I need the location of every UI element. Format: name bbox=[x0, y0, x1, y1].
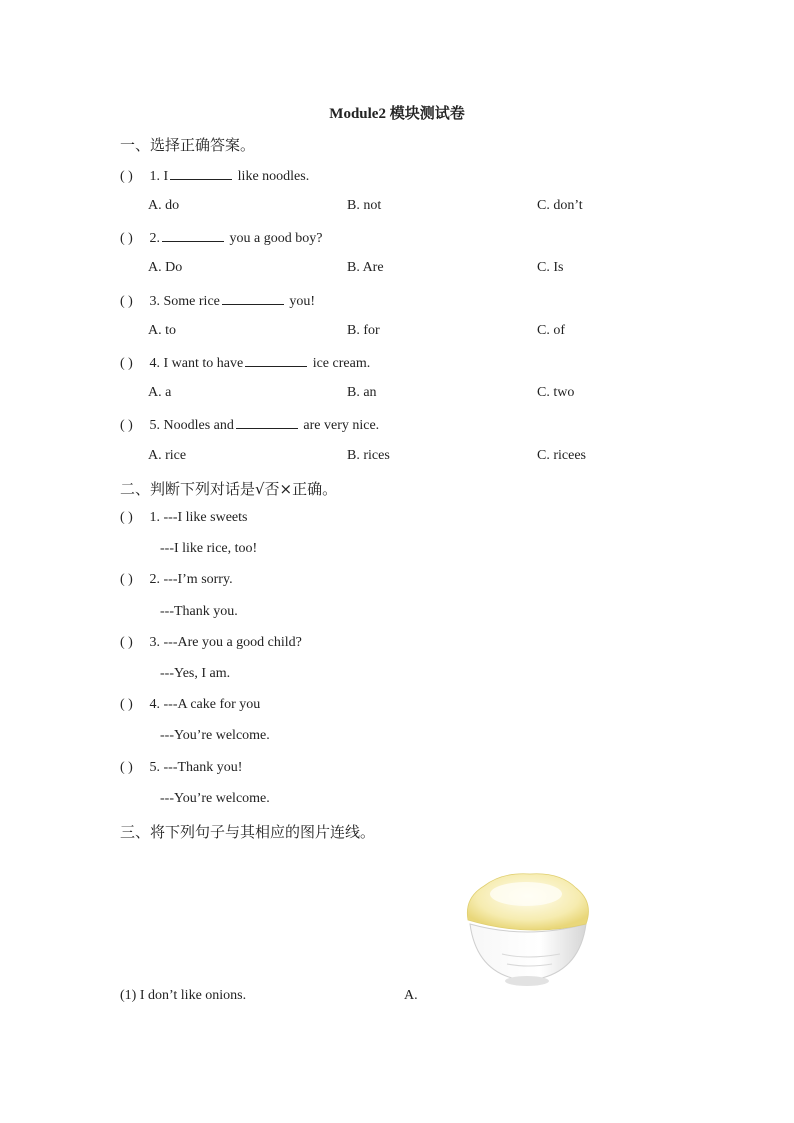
option-a: A. to bbox=[148, 323, 176, 338]
dialog-line: 1. ---I like sweets bbox=[149, 510, 248, 525]
dialog-line: 5. ---Thank you! bbox=[149, 760, 243, 775]
answer-paren[interactable]: ( ) bbox=[120, 418, 133, 433]
answer-blank[interactable] bbox=[222, 292, 284, 305]
dialog-4 bbox=[120, 697, 260, 713]
dialog-reply: ---Yes, I am. bbox=[160, 666, 231, 681]
question-4 bbox=[120, 354, 370, 372]
rice-bowl-image[interactable] bbox=[462, 868, 592, 990]
question-text: 3. Some rice bbox=[149, 294, 220, 309]
answer-paren[interactable]: ( ) bbox=[120, 231, 133, 246]
answer-paren[interactable]: ( ) bbox=[120, 635, 133, 650]
question-3 bbox=[120, 292, 315, 310]
dialog-2 bbox=[120, 572, 233, 588]
option-c: C. ricees bbox=[537, 448, 586, 463]
question-text: 2. bbox=[149, 231, 160, 246]
option-a: A. do bbox=[148, 198, 180, 213]
answer-paren[interactable]: ( ) bbox=[120, 169, 133, 184]
dialog-line: 2. ---I’m sorry. bbox=[149, 572, 233, 587]
answer-paren[interactable]: ( ) bbox=[120, 572, 133, 587]
dialog-reply: ---You’re welcome. bbox=[160, 728, 270, 743]
answer-paren[interactable]: ( ) bbox=[120, 697, 133, 712]
option-a: A. a bbox=[148, 385, 172, 400]
answer-paren[interactable]: ( ) bbox=[120, 356, 133, 371]
dialog-line: 3. ---Are you a good child? bbox=[149, 635, 302, 650]
answer-blank[interactable] bbox=[170, 167, 232, 180]
question-text: you! bbox=[289, 294, 316, 309]
question-text: you a good boy? bbox=[229, 231, 323, 246]
dialog-5 bbox=[120, 760, 242, 776]
answer-paren[interactable]: ( ) bbox=[120, 294, 133, 309]
section3-heading: 三、将下列句子与其相应的图片连线。 bbox=[120, 823, 376, 841]
option-b: B. an bbox=[347, 385, 377, 400]
dialog-3 bbox=[120, 635, 302, 651]
matching-option-a[interactable]: A. bbox=[404, 988, 418, 1003]
answer-paren[interactable]: ( ) bbox=[120, 760, 133, 775]
question-text: are very nice. bbox=[303, 418, 380, 433]
question-text: 4. I want to have bbox=[149, 356, 244, 371]
dialog-line: 4. ---A cake for you bbox=[149, 697, 261, 712]
section1-heading: 一、选择正确答案。 bbox=[120, 136, 256, 154]
answer-blank[interactable] bbox=[245, 354, 307, 367]
option-b: B. for bbox=[347, 323, 380, 338]
option-b: B. Are bbox=[347, 260, 384, 275]
question-text: ice cream. bbox=[312, 356, 371, 371]
question-text: 5. Noodles and bbox=[149, 418, 234, 433]
matching-sentence-1: (1) I don’t like onions. bbox=[120, 988, 247, 1003]
question-1 bbox=[120, 167, 309, 185]
answer-blank[interactable] bbox=[162, 229, 224, 242]
option-b: B. not bbox=[347, 198, 382, 213]
dialog-reply: ---You’re welcome. bbox=[160, 791, 270, 806]
dialog-1 bbox=[120, 510, 247, 526]
answer-paren[interactable]: ( ) bbox=[120, 510, 133, 525]
option-a: A. Do bbox=[148, 260, 183, 275]
option-c: C. Is bbox=[537, 260, 564, 275]
option-a: A. rice bbox=[148, 448, 187, 463]
option-c: C. two bbox=[537, 385, 575, 400]
section2-heading: 二、判断下列对话是√否×正确。 bbox=[120, 480, 338, 498]
page-title: Module2 模块测试卷 bbox=[329, 106, 465, 122]
option-b: B. rices bbox=[347, 448, 390, 463]
question-2 bbox=[120, 229, 322, 247]
option-c: C. of bbox=[537, 323, 565, 338]
answer-blank[interactable] bbox=[236, 416, 298, 429]
question-text: like noodles. bbox=[237, 169, 310, 184]
option-c: C. don’t bbox=[537, 198, 583, 213]
question-text: 1. I bbox=[149, 169, 169, 184]
dialog-reply: ---I like rice, too! bbox=[160, 541, 258, 556]
dialog-reply: ---Thank you. bbox=[160, 604, 238, 619]
question-5 bbox=[120, 416, 379, 434]
